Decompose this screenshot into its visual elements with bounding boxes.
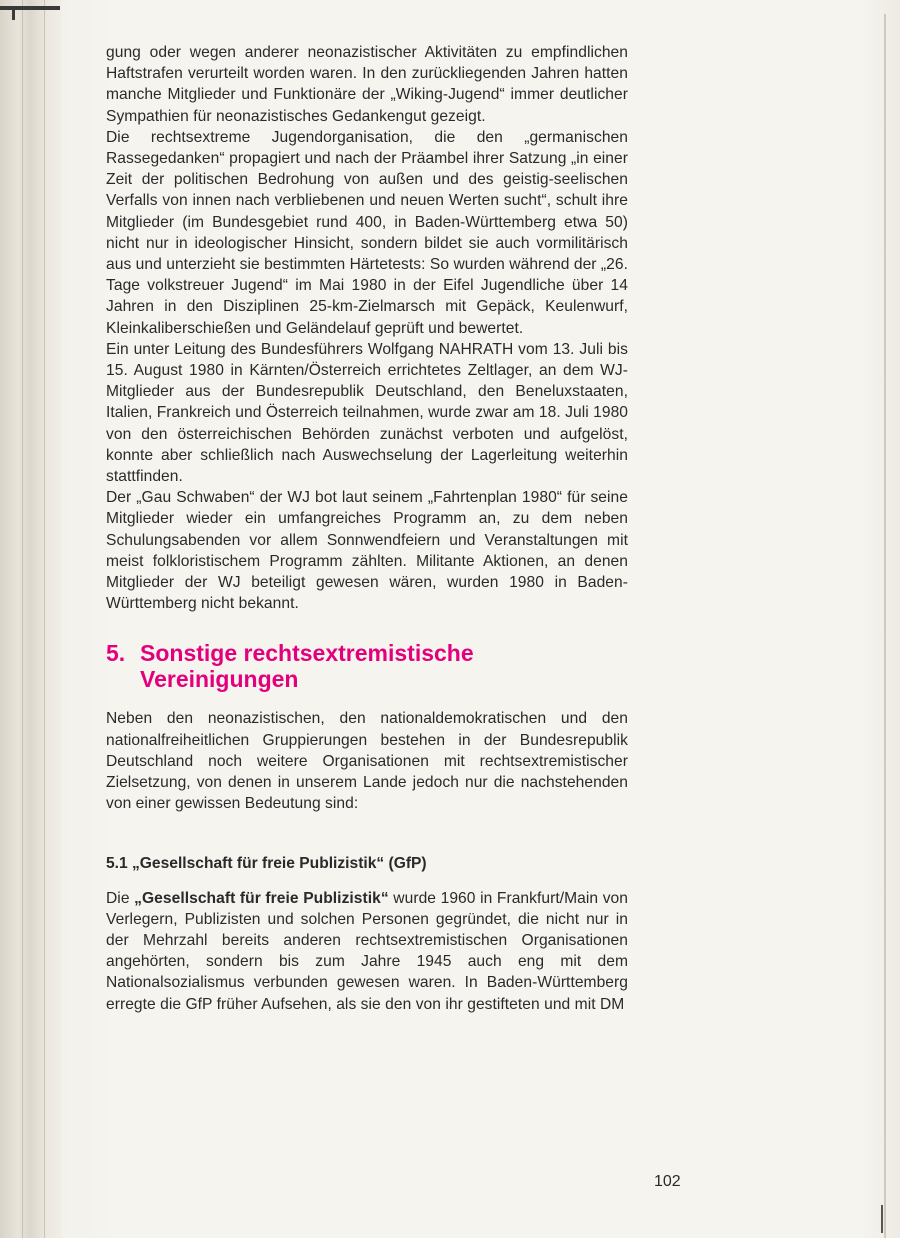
paragraph-start: Die bbox=[106, 889, 135, 907]
paragraph: Neben den neonazistischen, den nationaldemokratischen und den nationalfreiheitlichen Gruppierungen bestehen in der Bundesrepublik Deutschland noch weitere Organisationen mit rechtsextremistischer Zielsetzung, von denen in unserem Lande jedoch nur die nachstehenden von einer gewissen Bedeutung sind: bbox=[106, 710, 628, 813]
paragraph: Die rechtsextreme Jugendorganisation, die den „germanischen Rassegedanken“ propagiert und nach der Präambel ihrer Satzung „in einer Zeit der politischen Bedrohung von außen und des geistig-seelischen Verfalls von innen nach verbliebenen und neuen Werten sucht“, schult ihre Mitglieder (im Bundesgebiet rund 400, in Baden-Württemberg etwa 50) nicht nur in ideologischer Hinsicht, sondern bildet sie auch vormilitärisch aus und unterzieht sie bestimmten Härtetests: So wurden während der „26. Tage volkstreuer Jugend“ im Mai 1980 in der Eifel Jugendliche über 14 Jahren in den Disziplinen 25-km-Zielmarsch mit Gepäck, Keulenwurf, Kleinkaliberschießen und Geländelauf geprüft und bewertet. bbox=[106, 128, 628, 337]
section-title-line-2: Vereinigungen bbox=[140, 666, 299, 693]
page-edge-mark bbox=[12, 6, 15, 20]
page-edge-line bbox=[884, 14, 886, 1238]
organization-name: „Gesellschaft für freie Publizistik“ bbox=[134, 889, 389, 907]
paragraph: gung oder wegen anderer neonazistischer Aktivitäten zu empfindlichen Haftstrafen verurteilt worden waren. In den zurückliegenden Jahren hatten manche Mitglieder und Funktionäre der „Wiking-Jugend“ immer deutlicher Sympathien für neonazistisches Gedankengut gezeigt. bbox=[106, 44, 628, 125]
binding-edge-line bbox=[22, 0, 23, 1238]
section-heading bbox=[106, 640, 628, 692]
section-title-line-1: Sonstige rechtsextremistische bbox=[140, 640, 474, 667]
paragraph-rest: wurde 1960 in Frankfurt/Main von Verlegern, Publizisten und solchen Personen gegründet, die nicht nur in der Mehrzahl bereits anderen rechtsextremistischen Organisationen angehörten, sondern bis zum Jahre 1945 auch eng mit dem Nationalsozialismus verbunden gewesen waren. In Baden-Württemberg erregte die GfP früher Aufsehen, als sie den von ihr gestifteten und mit DM bbox=[106, 889, 628, 1013]
paragraph: Der „Gau Schwaben“ der WJ bot laut seinem „Fahrtenplan 1980“ für seine Mitglieder wieder ein umfangreiches Programm an, zu dem neben Schulungsabenden vor allem Sonnwendfeiern und Veranstaltungen mit meist folkloristischem Programm zählten. Militante Aktionen, an denen Mitglieder der WJ beteiligt gewesen wären, wurden 1980 in Baden-Württemberg nicht bekannt. bbox=[106, 489, 628, 613]
text-column bbox=[106, 42, 628, 1015]
paragraph bbox=[106, 888, 628, 1015]
section-number: 5. bbox=[106, 640, 126, 667]
page-number: 102 bbox=[654, 1173, 681, 1190]
paragraph: Ein unter Leitung des Bundesführers Wolfgang NAHRATH vom 13. Juli bis 15. August 1980 in Kärnten/Österreich errichtetes Zeltlager, an dem WJ-Mitglieder aus der Bundesrepublik Deutschland, den Beneluxstaaten, Italien, Frankreich und Österreich teilnahmen, wurde zwar am 18. Juli 1980 von den österreichischen Behörden zunächst verboten und aufgelöst, konnte aber schließlich nach Auswechselung der Lagerleitung weiterhin stattfinden. bbox=[106, 340, 629, 486]
book-binding bbox=[0, 0, 62, 1238]
subsection-heading: 5.1 „Gesellschaft für freie Publizistik“ (GfP) bbox=[106, 854, 427, 872]
binding-edge-line bbox=[44, 0, 45, 1238]
page-edge-mark bbox=[0, 6, 60, 10]
page-edge-mark bbox=[881, 1205, 883, 1233]
